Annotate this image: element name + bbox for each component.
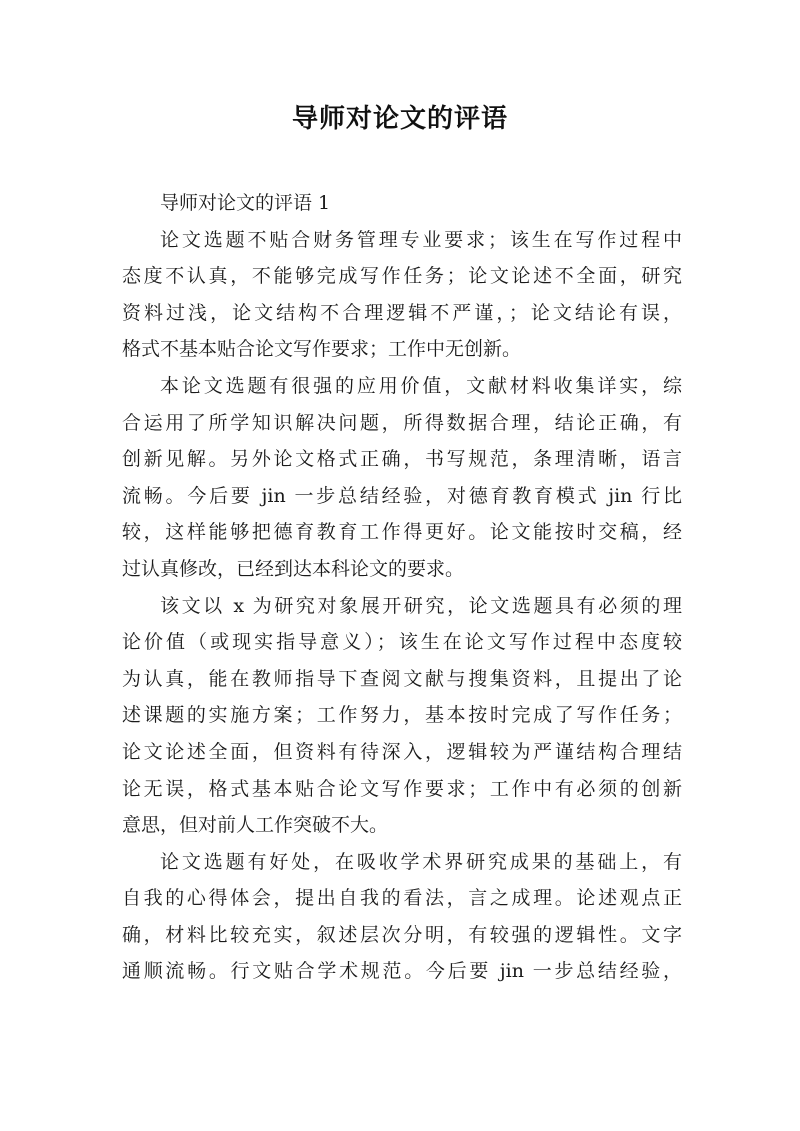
paragraph-line: 格式不基本贴合论文写作要求；工作中无创新。	[122, 338, 522, 361]
paragraph-line: 为认真，能在教师指导下查阅文献与搜集资料，且提出了论	[122, 667, 682, 690]
paragraph-line: 过认真修改，已经到达本科论文的要求。	[122, 557, 465, 580]
section-subtitle: 导师对论文的评语 1	[160, 192, 331, 214]
paragraph-line: 论无误，格式基本贴合论文写作要求；工作中有必须的创新	[122, 777, 682, 800]
paragraph-4	[122, 844, 682, 990]
document-title: 导师对论文的评语	[291, 104, 508, 134]
paragraph-line: 流畅。今后要 jin 一步总结经验，对德育教育模式 jin 行比	[122, 484, 682, 507]
paragraph-line: 述课题的实施方案；工作努力，基本按时完成了写作任务；	[122, 704, 682, 727]
paragraph-3	[122, 588, 682, 844]
paragraph-line: 论文选题不贴合财务管理专业要求；该生在写作过程中	[160, 228, 682, 251]
paragraph-line: 较，这样能够把德育教育工作得更好。论文能按时交稿，经	[122, 521, 682, 544]
paragraph-line: 本论文选题有很强的应用价值，文献材料收集详实，综	[160, 374, 682, 397]
document-body	[122, 185, 682, 990]
paragraph-line: 态度不认真，不能够完成写作任务；论文论述不全面，研究	[122, 265, 682, 288]
paragraph-1	[122, 222, 682, 368]
paragraph-line: 合运用了所学知识解决问题，所得数据合理，结论正确，有	[122, 411, 682, 434]
paragraph-line: 确，材料比较充实，叙述层次分明，有较强的逻辑性。文字	[122, 923, 682, 946]
paragraph-line: 意思，但对前人工作突破不大。	[122, 814, 389, 837]
paragraph-line: 通顺流畅。行文贴合学术规范。今后要 jin 一步总结经验，	[122, 960, 682, 983]
paragraph-line: 资料过浅，论文结构不合理逻辑不严谨，；论文结论有误，	[122, 301, 682, 324]
paragraph-line: 论价值（或现实指导意义）；该生在论文写作过程中态度较	[122, 631, 682, 654]
paragraph-line: 该文以 x 为研究对象展开研究，论文选题具有必须的理	[160, 594, 682, 617]
paragraph-2	[122, 368, 682, 588]
paragraph-line: 自我的心得体会，提出自我的看法，言之成理。论述观点正	[122, 887, 682, 910]
paragraph-line: 创新见解。另外论文格式正确，书写规范，条理清晰，语言	[122, 448, 682, 471]
paragraph-line: 论文选题有好处，在吸收学术界研究成果的基础上，有	[160, 850, 682, 873]
paragraph-line: 论文论述全面，但资料有待深入，逻辑较为严谨结构合理结	[122, 740, 682, 763]
